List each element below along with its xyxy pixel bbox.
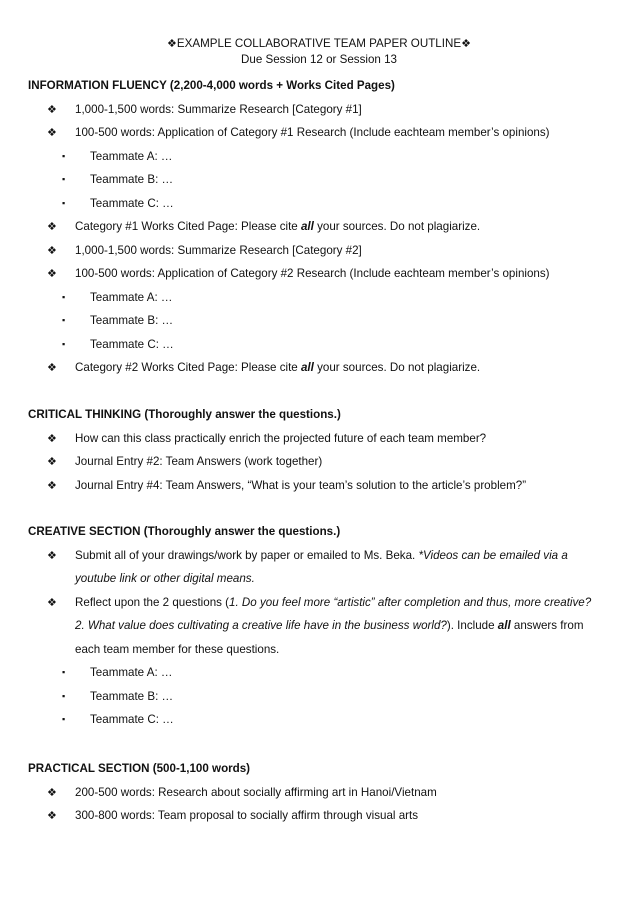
creative-section-heading: CREATIVE SECTION (Thoroughly answer the questions.) [28, 525, 341, 538]
practical-section [28, 757, 618, 828]
list-item [28, 121, 618, 145]
list-item [28, 262, 618, 286]
item-text: Teammate B: … [90, 689, 174, 703]
diamond-bullet-icon: ❖ [47, 267, 57, 280]
item-text: 1,000-1,500 words: Summarize Research [Category #2] [75, 243, 362, 257]
emphasis-text: 2. What value does cultivating a creative life have in the business world? [75, 619, 447, 632]
ornament-left: ❖ [167, 37, 177, 50]
item-text: ). Include [446, 619, 498, 632]
list-item [28, 356, 618, 380]
item-text: each team member for these questions. [75, 642, 280, 656]
diamond-bullet-icon: ❖ [47, 126, 57, 139]
item-text: 300-800 words: Team proposal to socially affirm through visual arts [75, 809, 419, 822]
list-item [28, 333, 618, 357]
item-text: Teammate A: … [90, 290, 173, 304]
item-text: Journal Entry #4: Team Answers, “What is your team’s solution to the article’s problem?” [75, 478, 527, 492]
square-bullet-icon: ▪ [62, 197, 66, 208]
item-text: Submit all of your drawings/work by paper or emailed to Ms. Beka. [75, 548, 419, 562]
diamond-bullet-icon: ❖ [47, 809, 57, 822]
practical-section-heading: PRACTICAL SECTION (500-1,100 words) [28, 762, 251, 775]
information-fluency-heading: INFORMATION FLUENCY (2,200-4,000 words + Works Cited Pages) [28, 79, 395, 92]
critical-thinking-heading: CRITICAL THINKING (Thoroughly answer the questions.) [28, 408, 341, 421]
list-item [28, 192, 618, 216]
item-text: Teammate B: … [90, 314, 174, 327]
item-text: Teammate C: … [90, 713, 174, 726]
critical-thinking-section [28, 403, 618, 497]
item-text: How can this class practically enrich the projected future of each team member? [75, 431, 487, 445]
item-text: answers from [510, 619, 584, 632]
diamond-bullet-icon: ❖ [47, 478, 57, 492]
item-text: Reflect upon the 2 questions ( [75, 595, 230, 609]
item-text: your sources. Do not plagiarize. [313, 220, 481, 233]
list-item-continuation [28, 567, 618, 591]
item-text: 1,000-1,500 words: Summarize Research [Category #1] [75, 102, 362, 116]
information-fluency-section [28, 74, 618, 380]
list-item [28, 427, 618, 451]
list-item [28, 239, 618, 263]
item-text: 200-500 words: Research about socially affirming art in Hanoi/Vietnam [75, 785, 437, 799]
emphasis-text: all [300, 361, 314, 374]
diamond-bullet-icon: ❖ [47, 595, 57, 609]
square-bullet-icon: ▪ [62, 174, 66, 184]
list-item [28, 708, 618, 732]
item-text: your sources. Do not plagiarize. [313, 361, 481, 374]
square-bullet-icon: ▪ [62, 667, 66, 677]
list-item [28, 286, 618, 310]
emphasis-text: all [300, 220, 314, 233]
diamond-bullet-icon: ❖ [47, 431, 57, 445]
list-item [28, 309, 618, 333]
square-bullet-icon: ▪ [62, 690, 66, 701]
due-date: Due Session 12 or Session 13 [241, 53, 397, 66]
item-text: Category #2 Works Cited Page: Please cite [75, 361, 301, 374]
list-item [28, 781, 618, 805]
ornament-right: ❖ [461, 37, 471, 50]
diamond-bullet-icon: ❖ [47, 548, 57, 562]
title-line-1 [0, 36, 638, 52]
item-text: Category #1 Works Cited Page: Please cite [75, 220, 301, 233]
list-item [28, 215, 618, 239]
creative-section [28, 520, 618, 732]
item-text: Journal Entry #2: Team Answers (work together) [75, 455, 323, 468]
emphasis-text: all [497, 619, 511, 632]
list-item [28, 804, 618, 828]
diamond-bullet-icon: ❖ [47, 361, 57, 374]
square-bullet-icon: ▪ [62, 714, 66, 724]
item-text: Teammate A: … [90, 149, 173, 163]
item-text: Teammate C: … [90, 337, 174, 351]
list-item [28, 591, 618, 615]
list-item [28, 98, 618, 122]
list-item-continuation [28, 638, 618, 662]
emphasis-text: youtube link or other digital means. [75, 572, 255, 585]
square-bullet-icon: ▪ [62, 150, 66, 161]
list-item [28, 685, 618, 709]
square-bullet-icon: ▪ [62, 338, 66, 349]
item-text: Teammate B: … [90, 173, 174, 186]
item-text: Teammate C: … [90, 196, 174, 210]
document-title [0, 36, 638, 68]
title-text: EXAMPLE COLLABORATIVE TEAM PAPER OUTLINE [176, 37, 462, 50]
diamond-bullet-icon: ❖ [47, 243, 57, 257]
list-item [28, 474, 618, 498]
diamond-bullet-icon: ❖ [47, 785, 57, 799]
list-item [28, 450, 618, 474]
list-item [28, 168, 618, 192]
list-item [28, 544, 618, 568]
diamond-bullet-icon: ❖ [47, 220, 57, 233]
diamond-bullet-icon: ❖ [47, 102, 57, 116]
item-text: Teammate A: … [90, 666, 173, 679]
square-bullet-icon: ▪ [62, 291, 66, 302]
emphasis-text: *Videos can be emailed via a [418, 548, 568, 562]
diamond-bullet-icon: ❖ [47, 455, 57, 468]
list-item [28, 661, 618, 685]
emphasis-text: 1. Do you feel more “artistic” after completion and thus, more creative? [229, 595, 592, 609]
list-item [28, 145, 618, 169]
square-bullet-icon: ▪ [62, 315, 66, 325]
item-text: 100-500 words: Application of Category #2 Research (Include eachteam member’s opinions) [75, 267, 550, 280]
list-item-continuation [28, 614, 618, 638]
item-text: 100-500 words: Application of Category #1 Research (Include eachteam member’s opinions) [75, 126, 550, 139]
